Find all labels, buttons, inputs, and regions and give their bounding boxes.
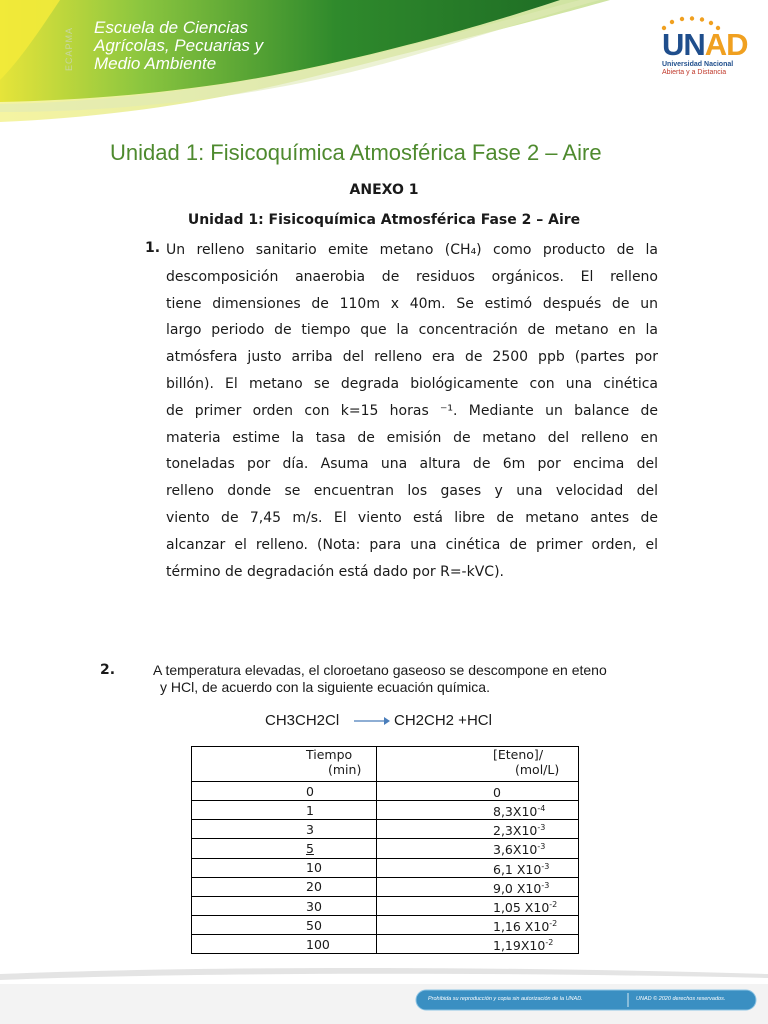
concentration-exponent: -3 xyxy=(541,880,550,890)
cell-time: 5 xyxy=(192,839,377,858)
question-1-line: billón). El metano se degrada biológicamente con una cinética xyxy=(166,375,658,392)
annex-subtitle: Unidad 1: Fisicoquímica Atmosférica Fase 2 – Aire xyxy=(187,212,581,228)
question-1-line: viento de 7,45 m/s. El viento está libre de metano antes de xyxy=(166,509,658,526)
question-2-line: y HCl, de acuerdo con la siguiente ecuación química. xyxy=(160,679,490,695)
table-row xyxy=(192,839,579,858)
page-header xyxy=(0,0,768,130)
school-line: Agrícolas, Pecuarias y xyxy=(94,36,264,55)
concentration-base: 1,16 X10 xyxy=(493,919,550,935)
question-1-text xyxy=(166,237,658,585)
concentration-base: 1,19X10 xyxy=(493,938,546,954)
school-line: Escuela de Ciencias xyxy=(94,18,249,37)
question-1-line: largo periodo de tiempo que la concentración de metano en la xyxy=(166,322,658,339)
cell-concentration xyxy=(377,839,579,858)
question-1-line: relleno donde se encuentran los gases y una velocidad del xyxy=(166,483,658,500)
cell-time: 20 xyxy=(192,877,377,896)
concentration-base: 1,05 X10 xyxy=(493,900,550,916)
cell-time: 3 xyxy=(192,820,377,839)
question-1-line: Un relleno sanitario emite metano (CH₄) como producto de la xyxy=(166,242,658,258)
question-2-line: A temperatura elevadas, el cloroetano gaseoso se descompone en eteno xyxy=(153,662,607,678)
ethene-concentration-table xyxy=(191,746,579,954)
cell-concentration xyxy=(377,782,579,801)
table-row xyxy=(192,801,579,820)
logo-wordmark xyxy=(662,28,748,62)
question-1-line: descomposición anaerobia de residuos orgánicos. El relleno xyxy=(166,268,658,285)
question-1-line: atmósfera justo arriba del relleno era de 2500 ppb (partes por xyxy=(166,349,658,366)
logo-word-main: UN xyxy=(662,27,705,62)
question-1-line: de primer orden con k=15 horas ⁻¹. Mediante un balance de xyxy=(166,402,658,419)
unit-title: Unidad 1: Fisicoquímica Atmosférica Fase 2 – Aire xyxy=(110,140,602,165)
cell-concentration xyxy=(377,935,579,954)
table-row xyxy=(192,896,579,915)
concentration-exponent: -2 xyxy=(545,938,554,948)
cell-concentration xyxy=(377,877,579,896)
table-row xyxy=(192,877,579,896)
concentration-exponent: -3 xyxy=(541,861,550,871)
concentration-base: 0 xyxy=(493,785,501,801)
equation-products: CH2CH2 +HCl xyxy=(394,712,492,729)
cell-concentration xyxy=(377,916,579,935)
concentration-base: 9,0 X10 xyxy=(493,880,542,896)
concentration-exponent: -3 xyxy=(537,823,546,833)
header-unit: (min) xyxy=(328,762,362,777)
logo-subtitle-2: Abierta y a Distancia xyxy=(662,69,727,76)
ecapma-vertical-brand: ECAPMA xyxy=(64,27,74,72)
cell-concentration xyxy=(377,858,579,877)
column-header-time xyxy=(192,747,377,782)
footer-banner-graphic xyxy=(0,960,768,1024)
footer-copyright: UNAD © 2020 derechos reservados. xyxy=(636,996,726,1002)
question-1-line: materia estime la tasa de emisión de metano del relleno en xyxy=(166,429,658,446)
table-header-row xyxy=(192,747,579,782)
header-text: [Eteno]/ xyxy=(493,747,544,762)
question-1-line: término de degradación está dado por R=-kVC). xyxy=(166,563,504,580)
column-header-ethene xyxy=(377,747,579,782)
table-row xyxy=(192,820,579,839)
concentration-exponent: -2 xyxy=(549,899,558,909)
question-1-line: alcanzar el relleno. (Nota: para una cinética de primer orden, el xyxy=(166,536,658,553)
table-row xyxy=(192,916,579,935)
concentration-exponent: -3 xyxy=(537,842,546,852)
cell-time: 10 xyxy=(192,858,377,877)
concentration-base: 3,6X10 xyxy=(493,842,538,858)
school-name xyxy=(94,19,263,73)
cell-concentration xyxy=(377,820,579,839)
logo-subtitle-1: Universidad Nacional xyxy=(662,61,734,68)
concentration-base: 6,1 X10 xyxy=(493,861,542,877)
table-row xyxy=(192,935,579,954)
unad-logo xyxy=(658,16,748,82)
table-row xyxy=(192,782,579,801)
footer-legal-note: Prohibida su reproducción y copia sin autorización de la UNAD. xyxy=(428,996,583,1002)
concentration-exponent: -2 xyxy=(549,919,558,929)
question-1-line: tiene dimensiones de 110m x 40m. Se estimó después de un xyxy=(166,295,658,312)
question-1-number: 1. xyxy=(145,240,161,256)
cell-time: 0 xyxy=(192,782,377,801)
header-text: Tiempo xyxy=(306,747,353,762)
cell-concentration xyxy=(377,896,579,915)
concentration-base: 8,3X10 xyxy=(493,804,538,820)
concentration-exponent: -4 xyxy=(537,804,546,814)
question-2-number: 2. xyxy=(100,662,116,678)
question-1-line: toneladas por día. Asuma una altura de 6m por encima del xyxy=(166,456,658,473)
cell-time: 100 xyxy=(192,935,377,954)
table-row xyxy=(192,858,579,877)
concentration-base: 2,3X10 xyxy=(493,823,538,839)
page-footer xyxy=(0,960,768,1024)
cell-time: 50 xyxy=(192,916,377,935)
cell-time: 1 xyxy=(192,801,377,820)
equation-reactant: CH3CH2Cl xyxy=(265,712,340,729)
question-2-text xyxy=(153,662,683,696)
logo-word-accent: AD xyxy=(704,27,748,62)
cell-concentration xyxy=(377,801,579,820)
annex-heading: ANEXO 1 xyxy=(349,182,419,198)
table-body xyxy=(192,782,579,954)
reaction-arrow-icon xyxy=(354,714,390,728)
school-line: Medio Ambiente xyxy=(94,54,217,73)
header-unit: (mol/L) xyxy=(515,762,560,777)
cell-time: 30 xyxy=(192,896,377,915)
